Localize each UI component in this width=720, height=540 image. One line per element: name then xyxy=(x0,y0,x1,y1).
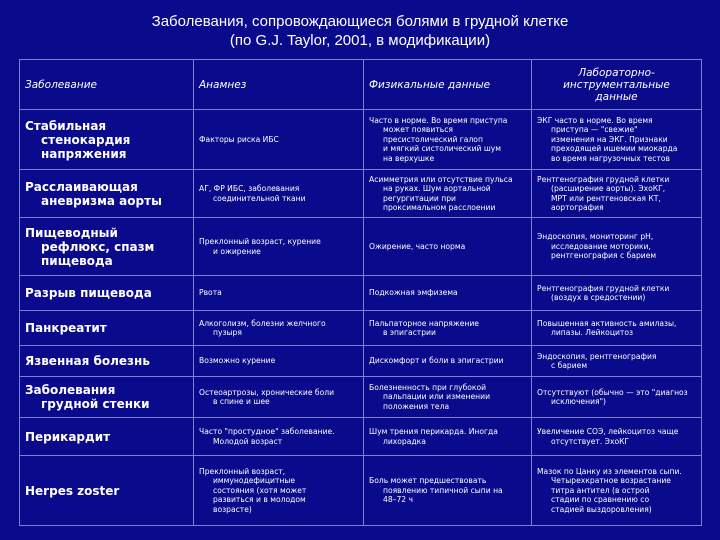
lab-cell xyxy=(532,418,702,456)
cell-line: (расширение аорты). ЭхоКГ, xyxy=(551,184,666,194)
header-lab-line: инструментальные xyxy=(563,78,670,91)
cell-line: стадии по сравнению со xyxy=(551,495,650,505)
cell-line: приступа — "свежие" xyxy=(551,125,638,135)
cell-line: исследование моторики, xyxy=(551,241,651,251)
title-line-2: (по G.J. Taylor, 2001, в модификации) xyxy=(229,32,491,49)
cell-line: АГ, ФР ИБС, заболевания xyxy=(199,184,300,194)
anamnesis-cell xyxy=(194,276,364,311)
cell-line: Остеоартрозы, хронические боли xyxy=(199,387,335,397)
cell-line: Часто "простудное" заболевание. xyxy=(199,427,335,437)
lab-cell xyxy=(532,377,702,418)
disease-line: пищевода xyxy=(41,253,113,268)
physical-cell xyxy=(364,377,532,418)
disease-line: Разрыв пищевода xyxy=(25,286,152,300)
anamnesis-cell xyxy=(194,170,364,218)
disease-line: Herpes zoster xyxy=(25,483,120,498)
header-physical: Физикальные данные xyxy=(364,60,532,110)
physical-cell xyxy=(364,276,532,311)
header-anamnesis: Анамнез xyxy=(194,60,364,110)
lab-cell xyxy=(532,110,702,170)
disease-line: напряжения xyxy=(41,146,127,161)
cell-line: с барием xyxy=(551,361,588,370)
cell-line: Рентгенография грудной клетки xyxy=(537,174,670,184)
disease-cell xyxy=(20,218,194,276)
disease-line: рефлюкс, спазм xyxy=(41,239,155,254)
cell-line: Отсутствуют (обычно — это "диагноз xyxy=(537,387,688,397)
disease-line: Расслаивающая xyxy=(25,179,138,194)
cell-line: Эндоскопия, мониторинг pH, xyxy=(537,232,654,242)
lab-cell xyxy=(532,276,702,311)
physical-cell xyxy=(364,170,532,218)
disease-line: Заболевания xyxy=(25,383,116,397)
anamnesis-cell xyxy=(194,110,364,170)
cell-line: проксимальном расслоении xyxy=(383,202,496,212)
disease-line: стенокардия xyxy=(41,132,131,147)
table-row xyxy=(20,170,702,218)
cell-line: пресистолический галоп xyxy=(383,134,483,144)
cell-line: Боль может предшествовать xyxy=(369,476,487,486)
disease-cell xyxy=(20,377,194,418)
table-row xyxy=(20,377,702,418)
cell-line: развиться и в молодом xyxy=(213,495,306,505)
physical-cell xyxy=(364,346,532,377)
cell-line: Болезненность при глубокой xyxy=(369,382,487,392)
header-disease: Заболевание xyxy=(20,60,194,110)
cell-line: в спине и шее xyxy=(213,397,270,406)
table-row xyxy=(20,276,702,311)
cell-line: Пальпаторное напряжение xyxy=(369,318,479,328)
table-header-row xyxy=(20,60,702,110)
cell-line: стадией выздоровления) xyxy=(551,504,652,514)
cell-line: (воздух в средостении) xyxy=(551,293,646,302)
anamnesis-cell xyxy=(194,456,364,526)
cell-line: и ожирение xyxy=(213,246,261,256)
disease-line: аневризма аорты xyxy=(41,193,162,208)
cell-line: и мягкий систолический шум xyxy=(383,144,502,154)
cell-line: рентгенография с барием xyxy=(551,251,657,261)
cell-line: аортография xyxy=(551,202,604,212)
cell-line: пузыря xyxy=(213,328,242,337)
cell-line: Асимметрия или отсутствие пульса xyxy=(369,174,513,184)
cell-line: лихорадка xyxy=(383,436,426,446)
disease-cell xyxy=(20,170,194,218)
disease-cell xyxy=(20,311,194,346)
physical-cell xyxy=(364,418,532,456)
cell-line: Преклонный возраст, xyxy=(199,466,286,476)
cell-line: Дискомфорт и боли в эпигастрии xyxy=(369,356,504,366)
lab-cell xyxy=(532,456,702,526)
disease-cell xyxy=(20,110,194,170)
cell-line: изменения на ЭКГ. Признаки xyxy=(551,134,668,144)
cell-line: Рентгенография грудной клетки xyxy=(537,283,670,293)
header-lab xyxy=(532,60,702,110)
table-row xyxy=(20,456,702,526)
cell-line: Четырехкратное возрастание xyxy=(551,476,671,486)
cell-line: регургитации при xyxy=(383,193,456,203)
physical-cell xyxy=(364,311,532,346)
disease-line: грудной стенки xyxy=(41,397,150,411)
disease-line: Стабильная xyxy=(25,118,107,133)
table-row xyxy=(20,311,702,346)
disease-cell xyxy=(20,346,194,377)
cell-line: в эпигастрии xyxy=(383,328,436,337)
cell-line: Увеличение СОЭ, лейкоцитоз чаще xyxy=(537,427,679,437)
header-lab-line: данные xyxy=(595,90,638,103)
cell-line: Молодой возраст xyxy=(213,436,283,446)
cell-line: исключения") xyxy=(551,397,607,406)
anamnesis-cell xyxy=(194,218,364,276)
disease-line: Пищеводный xyxy=(25,225,118,240)
title-line-1: Заболевания, сопровождающиеся болями в грудной клетке xyxy=(151,13,569,30)
table-row xyxy=(20,218,702,276)
lab-cell xyxy=(532,311,702,346)
anamnesis-cell xyxy=(194,346,364,377)
physical-cell xyxy=(364,456,532,526)
cell-line: Мазок по Цанку из элементов сыпи. xyxy=(537,466,682,476)
cell-line: пальпации или изменении xyxy=(383,392,491,402)
cell-line: титра антител (в острой xyxy=(551,485,650,495)
cell-line: 48–72 ч xyxy=(383,495,414,505)
table-row xyxy=(20,418,702,456)
disease-line: Язвенная болезнь xyxy=(25,354,150,368)
cell-line: на руках. Шум аортальной xyxy=(383,184,491,194)
lab-cell xyxy=(532,346,702,377)
disease-cell xyxy=(20,418,194,456)
cell-line: Ожирение, часто норма xyxy=(369,241,466,251)
cell-line: возрасте) xyxy=(213,504,252,514)
anamnesis-cell xyxy=(194,418,364,456)
cell-line: ЭКГ часто в норме. Во время xyxy=(537,115,653,125)
cell-line: во время нагрузочных тестов xyxy=(551,153,670,163)
cell-line: Факторы риска ИБС xyxy=(199,134,279,144)
cell-line: появлению типичной сыпи на xyxy=(383,485,503,495)
cell-line: состояния (хотя может xyxy=(213,485,307,495)
lab-cell xyxy=(532,170,702,218)
anamnesis-cell xyxy=(194,311,364,346)
cell-line: преходящей ишемии миокарда xyxy=(551,144,678,154)
cell-line: отсутствует. ЭхоКГ xyxy=(551,436,630,446)
cell-line: Повышенная активность амилазы, xyxy=(537,318,677,328)
disease-line: Перикардит xyxy=(25,429,111,444)
table-row xyxy=(20,110,702,170)
header-lab-line: Лабораторно- xyxy=(578,66,655,79)
cell-line: Подкожная эмфизема xyxy=(369,288,458,298)
disease-cell xyxy=(20,276,194,311)
cell-line: Эндоскопия, рентгенография xyxy=(537,351,657,361)
cell-line: липазы. Лейкоцитоз xyxy=(551,328,634,337)
cell-line: Рвота xyxy=(199,288,222,298)
cell-line: иммунодефицитные xyxy=(213,476,296,486)
slide-title xyxy=(0,12,720,50)
cell-line: Алкоголизм, болезни желчного xyxy=(199,318,326,328)
cell-line: МРТ или рентгеновская КТ, xyxy=(551,193,661,203)
physical-cell xyxy=(364,110,532,170)
cell-line: соединительной ткани xyxy=(213,193,306,203)
cell-line: положения тела xyxy=(383,401,450,411)
chest-pain-table xyxy=(19,59,702,526)
cell-line: может появиться xyxy=(383,125,453,135)
disease-line: Панкреатит xyxy=(25,321,107,335)
table-row xyxy=(20,346,702,377)
anamnesis-cell xyxy=(194,377,364,418)
cell-line: Часто в норме. Во время приступа xyxy=(369,115,508,125)
cell-line: на верхушке xyxy=(383,153,435,163)
disease-cell xyxy=(20,456,194,526)
cell-line: Возможно курение xyxy=(199,356,276,366)
physical-cell xyxy=(364,218,532,276)
lab-cell xyxy=(532,218,702,276)
cell-line: Шум трения перикарда. Иногда xyxy=(369,427,498,437)
cell-line: Преклонный возраст, курение xyxy=(199,237,321,247)
